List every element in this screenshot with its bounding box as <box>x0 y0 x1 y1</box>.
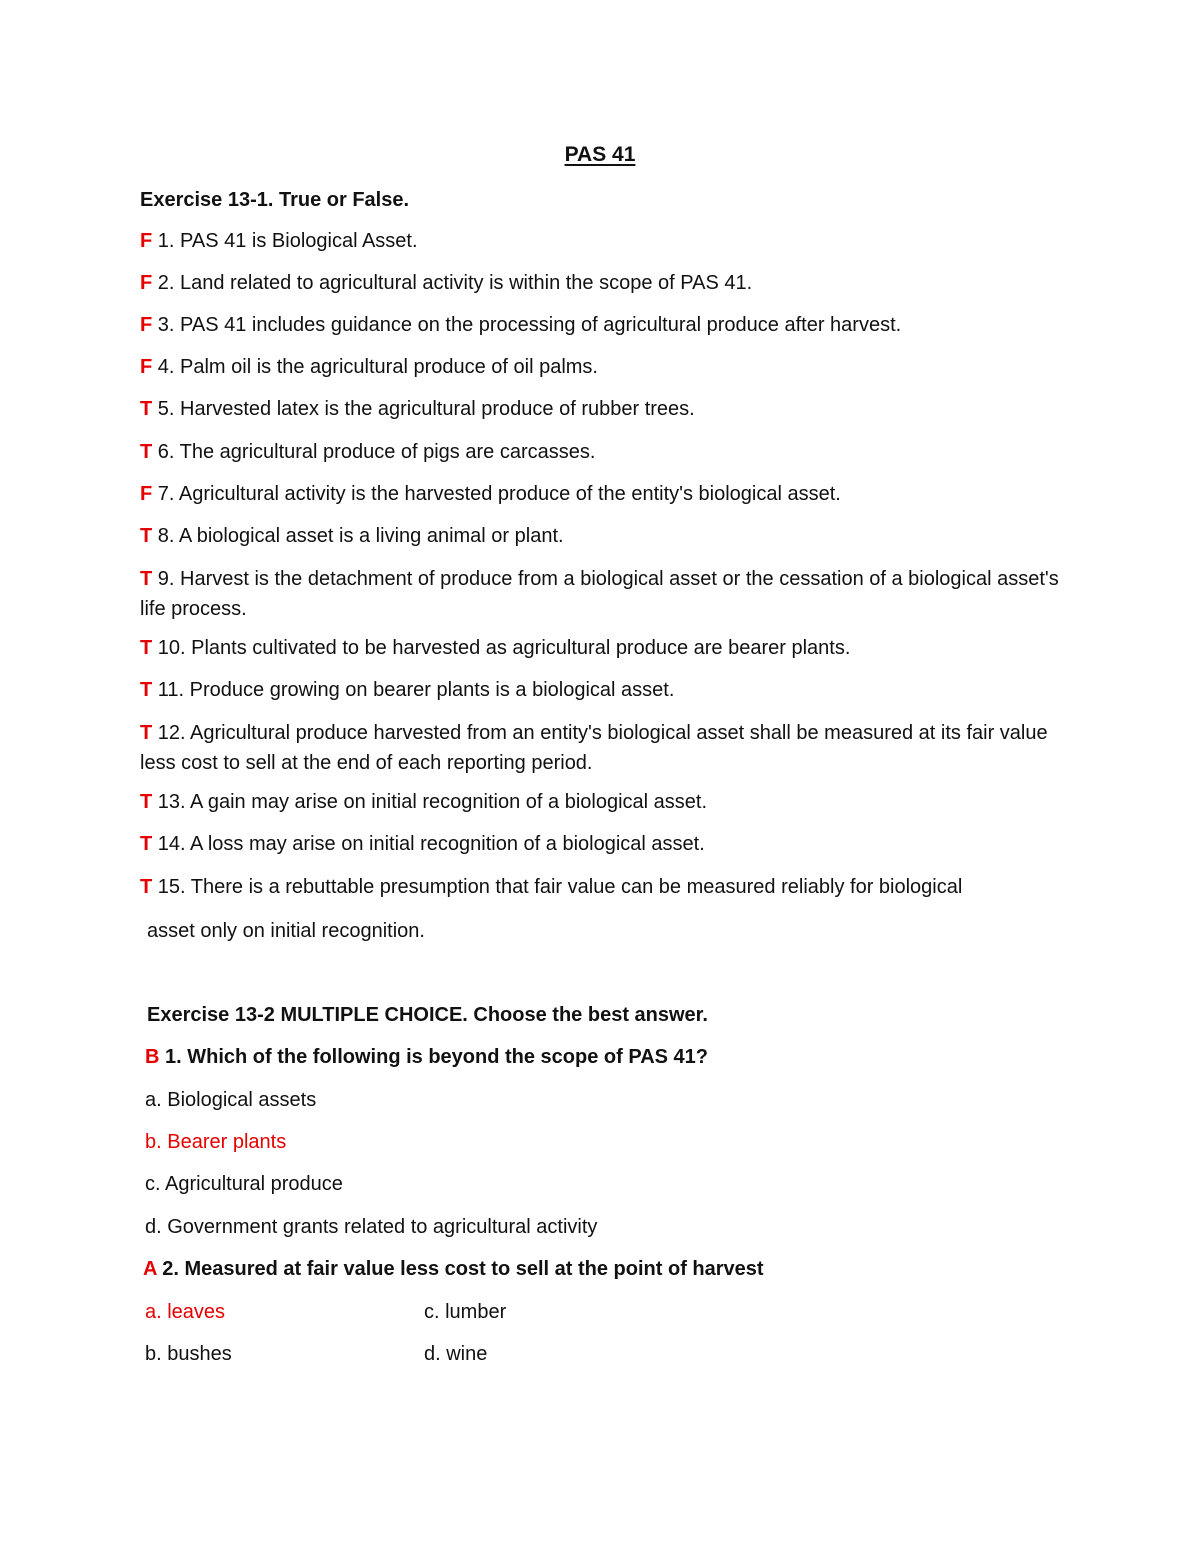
statement-text: 12. Agricultural produce harvested from an entity's biological asset shall be measured at its fair value less cost to sell at the end of each reporting period. <box>140 722 1048 774</box>
question-text: 1. Which of the following is beyond the scope of PAS 41? <box>159 1046 709 1068</box>
statement-text: 7. Agricultural activity is the harvested produce of the entity's biological asset. <box>152 483 841 505</box>
q2-option-a-correct: a. leaves <box>145 1301 226 1323</box>
tf-item-5 <box>140 394 695 424</box>
statement-text: 5. Harvested latex is the agricultural produce of rubber trees. <box>152 398 695 420</box>
q2-option-d: d. wine <box>424 1343 488 1365</box>
answer-key: T <box>140 679 153 701</box>
answer-key: T <box>140 722 153 744</box>
tf-item-11 <box>140 675 674 705</box>
tf-item-3 <box>140 310 901 340</box>
statement-text: 2. Land related to agricultural activity is within the scope of PAS 41. <box>152 272 753 294</box>
document-title: PAS 41 <box>564 143 636 166</box>
tf-item-2 <box>140 268 752 298</box>
answer-key: T <box>140 637 153 659</box>
statement-text: 14. A loss may arise on initial recognition of a biological asset. <box>152 833 705 855</box>
statement-text: 9. Harvest is the detachment of produce from a biological asset or the cessation of a biological asset's life process. <box>140 568 1059 620</box>
mc-question-1 <box>145 1042 708 1072</box>
mc-question-2 <box>143 1254 764 1284</box>
q1-option-c: c. Agricultural produce <box>145 1173 343 1195</box>
q1-option-a: a. Biological assets <box>145 1089 317 1111</box>
q1-option-b-correct: b. Bearer plants <box>145 1131 287 1153</box>
answer-key: T <box>140 833 153 855</box>
answer-key: F <box>140 483 153 505</box>
q2-option-c: c. lumber <box>424 1301 507 1323</box>
tf-item-4 <box>140 352 598 382</box>
answer-key: T <box>140 441 153 463</box>
tf-item-13 <box>140 787 707 817</box>
answer-key: F <box>140 230 153 252</box>
answer-key: T <box>140 568 153 590</box>
statement-text: 4. Palm oil is the agricultural produce of oil palms. <box>152 356 598 378</box>
statement-text: 10. Plants cultivated to be harvested as agricultural produce are bearer plants. <box>152 637 851 659</box>
answer-key: A <box>143 1258 157 1280</box>
statement-text: 3. PAS 41 includes guidance on the processing of agricultural produce after harvest. <box>152 314 902 336</box>
statement-text: 15. There is a rebuttable presumption that fair value can be measured reliably for biological <box>152 876 963 898</box>
statement-text: 6. The agricultural produce of pigs are carcasses. <box>152 441 596 463</box>
statement-text: 13. A gain may arise on initial recognition of a biological asset. <box>152 791 707 813</box>
answer-key: F <box>140 356 153 378</box>
tf-item-12 <box>140 718 1070 778</box>
statement-text: 8. A biological asset is a living animal or plant. <box>152 525 564 547</box>
answer-key: F <box>140 272 153 294</box>
tf-item-15-continuation: asset only on initial recognition. <box>147 920 425 942</box>
exercise-13-2-heading: Exercise 13-2 MULTIPLE CHOICE. Choose the best answer. <box>147 1004 708 1026</box>
q2-option-b: b. bushes <box>145 1343 232 1365</box>
answer-key: T <box>140 525 153 547</box>
tf-item-14 <box>140 829 705 859</box>
answer-key: T <box>140 791 153 813</box>
exercise-13-1-heading: Exercise 13-1. True or False. <box>140 189 410 211</box>
question-text: 2. Measured at fair value less cost to sell at the point of harvest <box>156 1258 764 1280</box>
statement-text: 1. PAS 41 is Biological Asset. <box>152 230 418 252</box>
answer-key: T <box>140 398 153 420</box>
q1-option-d: d. Government grants related to agricultural activity <box>145 1216 598 1238</box>
tf-item-6 <box>140 437 595 467</box>
tf-item-7 <box>140 479 841 509</box>
tf-item-1 <box>140 226 418 256</box>
tf-item-15 <box>140 872 962 902</box>
answer-key: B <box>145 1046 160 1068</box>
tf-item-10 <box>140 633 850 663</box>
answer-key: T <box>140 876 153 898</box>
tf-item-9 <box>140 564 1070 624</box>
statement-text: 11. Produce growing on bearer plants is a biological asset. <box>152 679 675 701</box>
answer-key: F <box>140 314 153 336</box>
tf-item-8 <box>140 521 564 551</box>
